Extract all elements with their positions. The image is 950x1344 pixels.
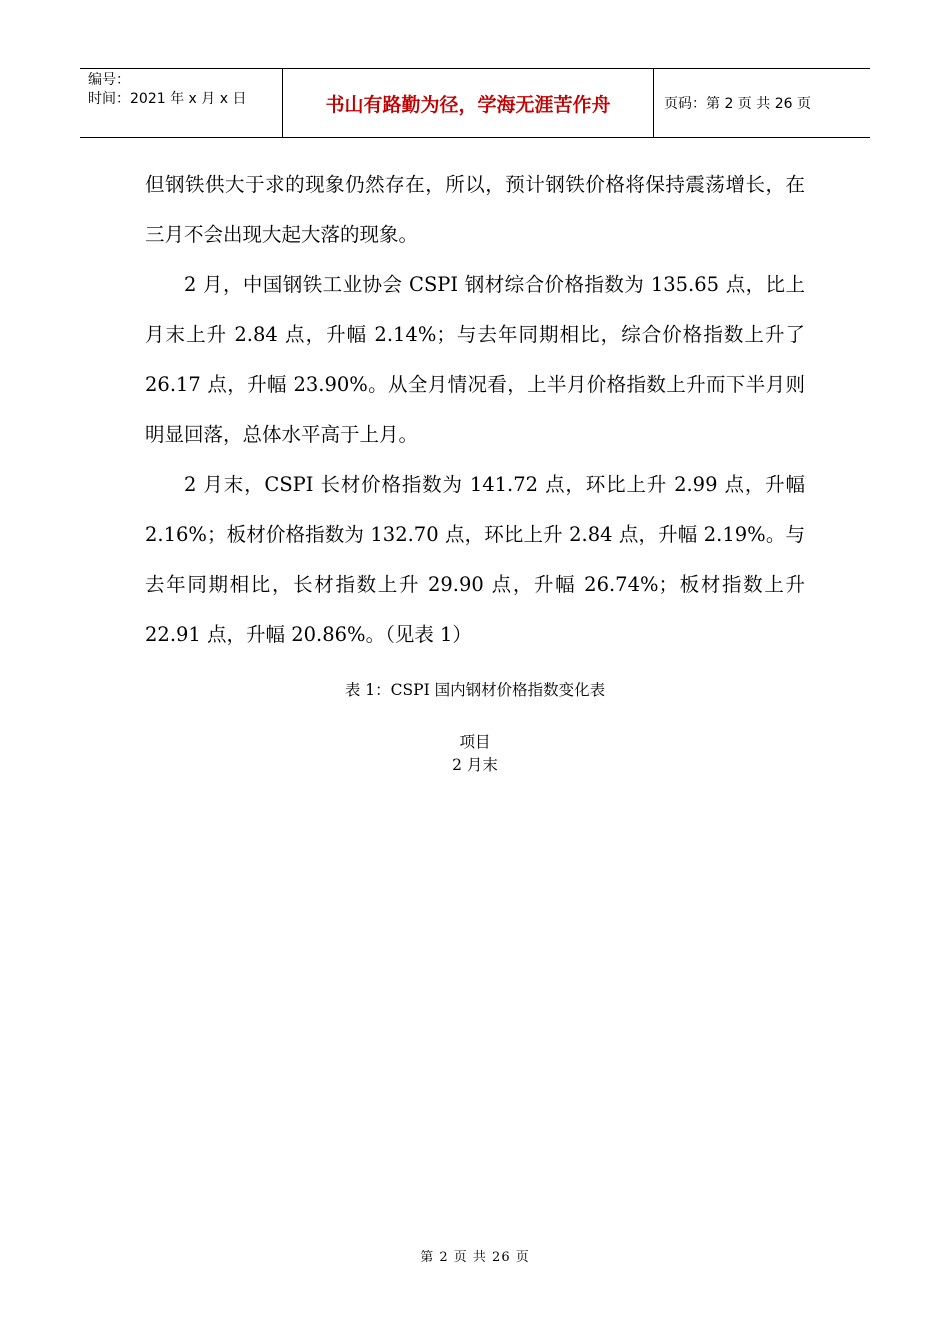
document-number-label: 编号： — [88, 72, 130, 88]
header-left-cell — [80, 69, 282, 137]
header-motto: 书山有路勤为径，学海无涯苦作舟 — [282, 69, 654, 137]
document-body — [145, 160, 805, 660]
paragraph-3: 2 月末，CSPI 长材价格指数为 141.72 点，环比上升 2.99 点，升幅 2.16%；板材价格指数为 132.70 点，环比上升 2.84 点，升幅 2.19%。与去年同期相比，长材指数上升 29.90 点，升幅 26.74%；板材指数上升 22.91 点，升幅 20.86%。（见表 1） — [145, 473, 805, 646]
paragraph-1: 但钢铁供大于求的现象仍然存在，所以，预计钢铁价格将保持震荡增长，在三月不会出现大起大落的现象。 — [145, 173, 805, 246]
page-footer: 第 2 页 共 26 页 — [420, 1250, 530, 1265]
table-header-item: 项目 — [459, 733, 491, 751]
document-time-label: 时间：2021 年 x 月 x 日 — [88, 91, 247, 107]
table-caption: 表 1：CSPI 国内钢材价格指数变化表 — [344, 681, 606, 699]
page-header — [80, 68, 870, 138]
header-page-info: 页码：第 2 页 共 26 页 — [664, 96, 811, 112]
paragraph-2: 2 月，中国钢铁工业协会 CSPI 钢材综合价格指数为 135.65 点，比上月末上升 2.84 点，升幅 2.14%；与去年同期相比，综合价格指数上升了 26.17 点，升幅 23.90%。从全月情况看，上半月价格指数上升而下半月则明显回落，总体水平高于上月。 — [145, 273, 805, 446]
table-header-column: 2 月末 — [452, 756, 498, 774]
